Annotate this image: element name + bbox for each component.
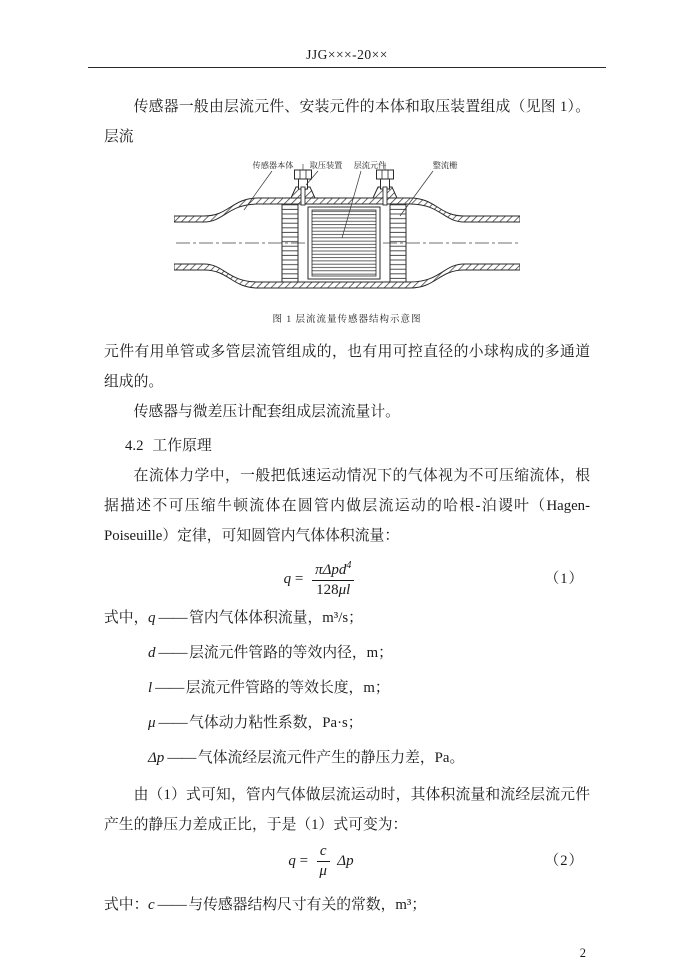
formula-2-expression: q = $\frac{c}{\mu}$ Δp bbox=[288, 842, 354, 880]
definition-c: 式中：c —— 与传感器结构尺寸有关的常数，m³； bbox=[104, 897, 427, 913]
formula-1-expression: q = $\frac{\pi\Delta pd^4}{128\mu l}$ bbox=[284, 560, 359, 600]
fraction: $\frac{\pi\Delta pd^4}{128\mu l}$ bbox=[312, 560, 354, 600]
header-title: JJG×××-20×× bbox=[306, 47, 388, 62]
paragraph-flowmeter: 传感器与微差压计配套组成层流流量计。 bbox=[133, 404, 400, 420]
definition-delta-p: Δp —— 气体流经层流元件产生的静压力差，Pa。 bbox=[148, 750, 465, 766]
formula-2 bbox=[104, 840, 590, 882]
definition-mu: μ —— 气体动力粘性系数，Pa·s； bbox=[148, 715, 363, 731]
definition-q: 式中，q —— 管内气体体积流量，m³/s； bbox=[104, 610, 363, 626]
fraction: $\frac{c}{\mu}$ bbox=[317, 843, 330, 881]
section-title: 工作原理 bbox=[152, 438, 212, 454]
figure-caption: 图 1 层流流量传感器结构示意图 bbox=[272, 315, 422, 325]
paragraph-element-types: 元件有用单管或多管层流管组成的，也有用可控直径的小球构成的多通道组成的。 bbox=[104, 344, 590, 390]
definition-d: d —— 层流元件管路的等效内径，m； bbox=[148, 645, 393, 661]
definition-l: l —— 层流元件管路的等效长度，m； bbox=[148, 680, 390, 696]
formula-1 bbox=[104, 557, 590, 601]
sensor-structure-diagram bbox=[174, 158, 520, 306]
flow-straightener-left bbox=[282, 204, 298, 282]
equation-number-2: （2） bbox=[544, 853, 584, 869]
paragraph-principle: 在流体力学中，一般把低速运动情况下的气体视为不可压缩流体，根据描述不可压缩牛顿流体在圆管内做层流运动的哈根-泊谡叶（Hagen-Poiseuille）定律，可知圆管内气体体积流量： bbox=[104, 468, 590, 544]
section-heading bbox=[125, 431, 590, 461]
flow-straightener-right bbox=[390, 204, 406, 282]
page-number: 2 bbox=[579, 946, 586, 960]
section-number: 4.2 bbox=[125, 438, 144, 454]
label-sensor-body: 传感器本体 bbox=[252, 161, 294, 170]
label-straightener-grid: 整流栅 bbox=[432, 161, 458, 170]
label-pressure-tap: 取压装置 bbox=[309, 161, 343, 170]
leader-line-grid bbox=[400, 171, 433, 216]
laminar-element bbox=[308, 207, 380, 279]
figure-1 bbox=[174, 158, 520, 311]
paragraph-intro: 传感器一般由层流元件、安装元件的本体和取压装置组成（见图 1）。层流 bbox=[104, 99, 590, 145]
paragraph-derivation: 由（1）式可知，管内气体做层流运动时，其体积流量和流经层流元件产生的静压力差成正比，于是（1）式可变为： bbox=[104, 787, 590, 833]
label-laminar-element: 层流元件 bbox=[353, 161, 387, 170]
header-rule bbox=[88, 67, 606, 68]
equation-number-1: （1） bbox=[544, 571, 584, 587]
